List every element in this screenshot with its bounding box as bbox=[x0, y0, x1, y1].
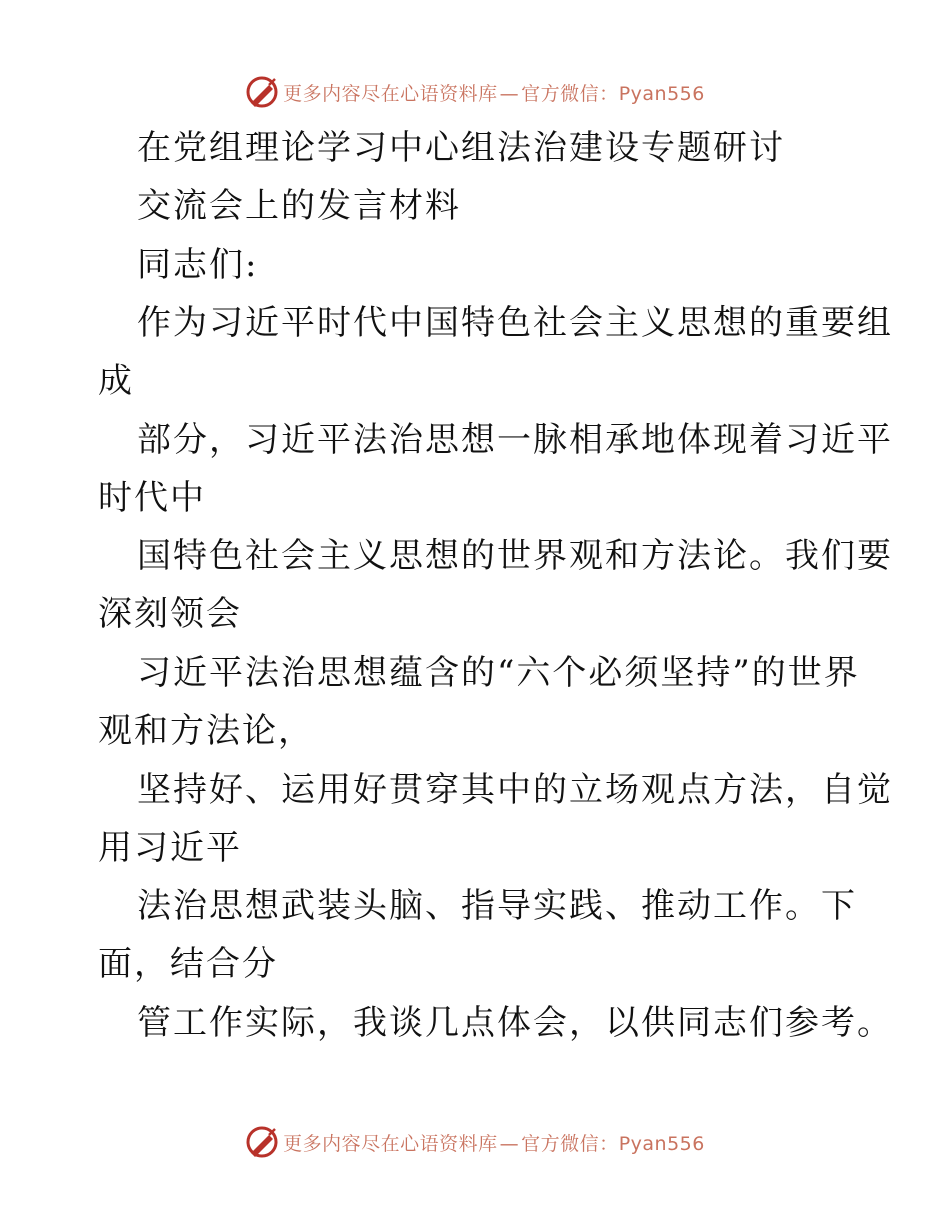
paragraph-line: 时代中 bbox=[98, 478, 206, 518]
paragraph-line: 用习近平 bbox=[98, 828, 242, 868]
paragraph-line: 坚持好、运用好贯穿其中的立场观点方法，自觉 bbox=[137, 770, 893, 810]
paragraph-line: 观和方法论， bbox=[98, 711, 314, 751]
paragraph-line: 作为习近平时代中国特色社会主义思想的重要组 bbox=[137, 303, 893, 343]
doc-title-line-2: 交流会上的发言材料 bbox=[137, 186, 461, 226]
greeting: 同志们: bbox=[137, 245, 259, 285]
pen-logo-icon bbox=[245, 75, 279, 109]
paragraph-line: 面，结合分 bbox=[98, 944, 278, 984]
paragraph-line: 部分，习近平法治思想一脉相承地体现着习近平 bbox=[137, 420, 893, 460]
paragraph-line: 深刻领会 bbox=[98, 594, 242, 634]
banner-text: 更多内容尽在心语资料库 — 官方微信：Pyan556 bbox=[283, 1132, 705, 1155]
footer-banner bbox=[0, 1122, 950, 1162]
pen-logo-icon bbox=[245, 1125, 279, 1159]
paragraph-line: 国特色社会主义思想的世界观和方法论。我们要 bbox=[137, 536, 893, 576]
paragraph-line: 成 bbox=[98, 361, 134, 401]
banner-text: 更多内容尽在心语资料库 — 官方微信：Pyan556 bbox=[283, 82, 705, 105]
doc-title-line-1: 在党组理论学习中心组法治建设专题研讨 bbox=[137, 128, 785, 168]
header-banner bbox=[0, 72, 950, 112]
paragraph-line: 管工作实际，我谈几点体会，以供同志们参考。 bbox=[137, 1003, 893, 1043]
paragraph-line: 法治思想武装头脑、指导实践、推动工作。下 bbox=[137, 886, 857, 926]
paragraph-line: 习近平法治思想蕴含的“六个必须坚持”的世界 bbox=[137, 653, 860, 693]
